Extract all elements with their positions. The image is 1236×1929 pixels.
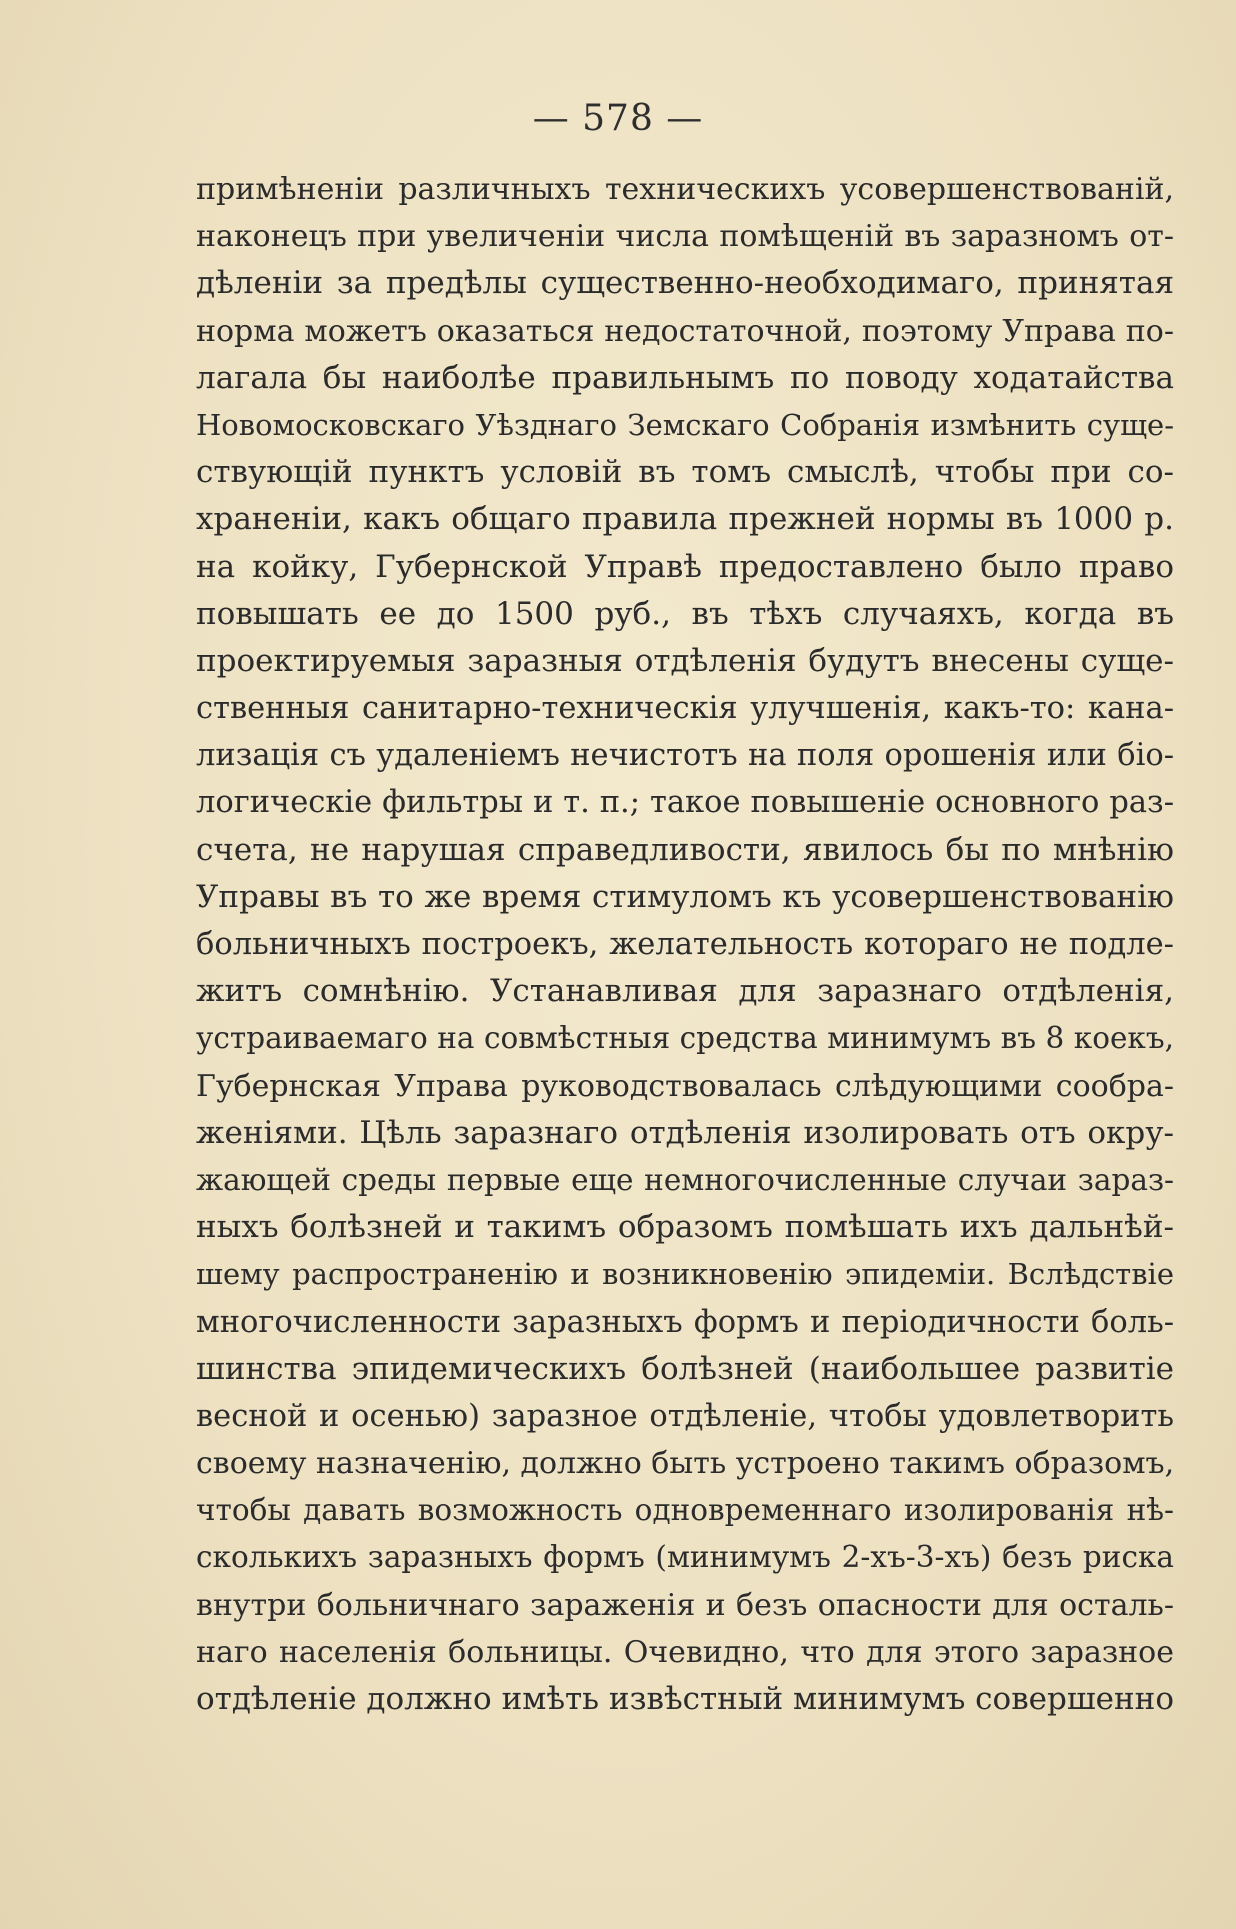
- page-number: — 578 —: [532, 98, 704, 139]
- text-line: устраиваемаго на совмѣстныя средства минимумъ въ 8 коекъ,: [196, 1021, 1174, 1056]
- text-line: наго населенія больницы. Очевидно, что для этого заразное: [196, 1634, 1174, 1670]
- text-line: проектируемыя заразныя отдѣленія будутъ внесены суще-: [196, 642, 1174, 679]
- text-line: дѣленіи за предѣлы существенно-необходимаго, принятая: [196, 265, 1174, 302]
- text-line: больничныхъ построекъ, желательность котораго не подле-: [196, 927, 1174, 962]
- text-line: Управы въ то же время стимуломъ къ усовершенствованію: [196, 878, 1174, 915]
- text-line: Новомосковскаго Уѣзднаго Земскаго Собранія измѣнить суще-: [196, 407, 1174, 442]
- text-line: шинства эпидемическихъ болѣзней (наибольшее развитіе: [196, 1350, 1174, 1387]
- body-text: [196, 166, 1174, 1723]
- text-line: лагала бы наиболѣе правильнымъ по поводу ходатайства: [196, 359, 1174, 396]
- text-line: своему назначенію, должно быть устроено такимъ образомъ,: [196, 1446, 1174, 1482]
- text-line: на койку, Губернской Управѣ предоставлено было право: [196, 548, 1174, 585]
- text-line: женіями. Цѣль заразнаго отдѣленія изолировать отъ окру-: [196, 1114, 1174, 1151]
- text-line: ствующій пунктъ условій въ томъ смыслѣ, чтобы при со-: [196, 454, 1174, 491]
- text-line: логическіе фильтры и т. п.; такое повышеніе основного раз-: [196, 785, 1174, 821]
- text-line: лизація съ удаленіемъ нечистотъ на поля орошенія или біо-: [196, 738, 1174, 774]
- text-line: отдѣленіе должно имѣть извѣстный минимумъ совершенно: [196, 1681, 1174, 1717]
- text-line: повышать ее до 1500 руб., въ тѣхъ случаяхъ, когда въ: [196, 595, 1174, 632]
- text-line: примѣненіи различныхъ техническихъ усовершенствованій,: [196, 172, 1174, 207]
- text-line: ственныя санитарно-техническія улучшенія, какъ-то: кана-: [196, 691, 1174, 727]
- text-line: весной и осенью) заразное отдѣленіе, чтобы удовлетворить: [196, 1398, 1174, 1434]
- text-line: шему распространенію и возникновенію эпидеміи. Вслѣдствіе: [196, 1257, 1174, 1292]
- text-line: ныхъ болѣзней и такимъ образомъ помѣшать ихъ дальнѣй-: [196, 1209, 1174, 1246]
- text-line: внутри больничнаго зараженія и безъ опасности для осталь-: [196, 1587, 1174, 1623]
- text-line: чтобы давать возможность одновременнаго изолированія нѣ-: [196, 1493, 1174, 1528]
- text-line: Губернская Управа руководствовалась слѣдующими сообра-: [196, 1068, 1174, 1104]
- text-line: житъ сомнѣнію. Устанавливая для заразнаго отдѣленія,: [196, 973, 1174, 1010]
- text-line: сколькихъ заразныхъ формъ (минимумъ 2-хъ-3-хъ) безъ риска: [196, 1540, 1174, 1575]
- text-line: многочисленности заразныхъ формъ и періодичности боль-: [196, 1304, 1174, 1340]
- text-line: норма можетъ оказаться недостаточной, поэтому Управа по-: [196, 313, 1174, 349]
- text-line: храненіи, какъ общаго правила прежней нормы въ 1000 р.: [196, 501, 1174, 538]
- text-line: наконецъ при увеличеніи числа помѣщеній въ заразномъ от-: [196, 219, 1174, 255]
- text-line: счета, не нарушая справедливости, явилось бы по мнѣнію: [196, 831, 1174, 868]
- text-line: жающей среды первые еще немногочисленные случаи зараз-: [196, 1162, 1174, 1197]
